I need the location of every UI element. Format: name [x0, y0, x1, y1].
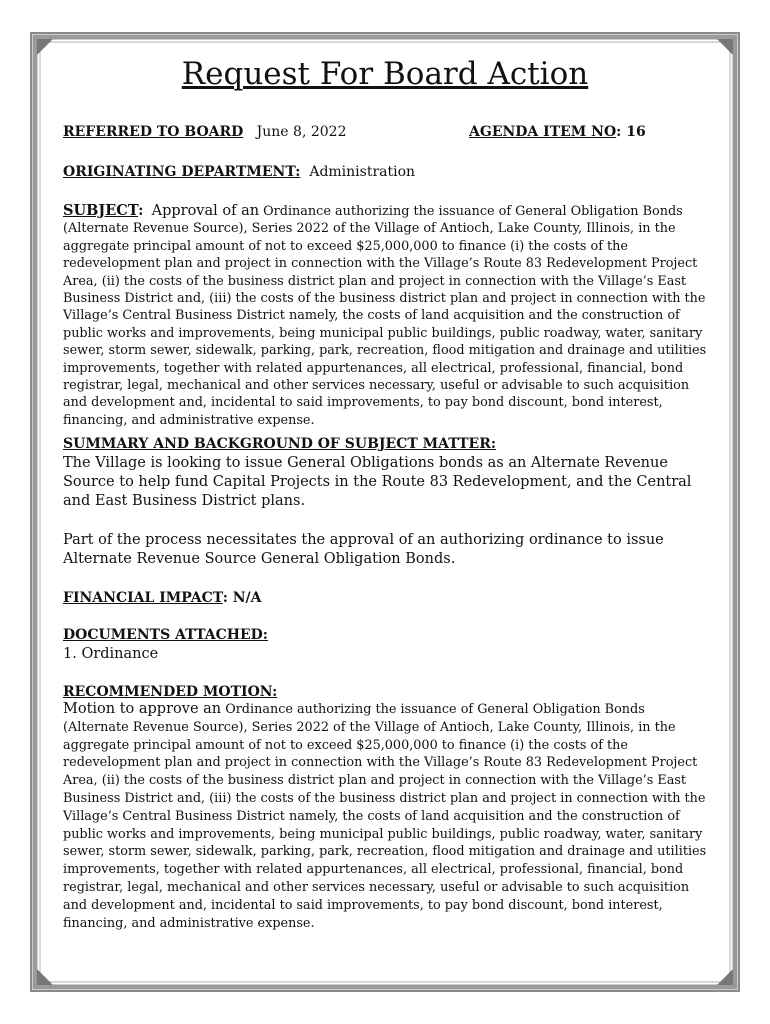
corner-ornament-icon	[37, 969, 53, 985]
agenda-item	[469, 124, 646, 142]
referred-label: REFERRED TO BOARD	[63, 124, 244, 140]
agenda-label: AGENDA ITEM NO	[469, 124, 617, 140]
summary-paragraph-1: The Village is looking to issue General Obligations bonds as an Alternate Revenue Source to help fund Capital Projects in the Route 83 Redevelopment, and the Central and East Business District plans.	[63, 455, 692, 509]
subject-colon: :	[138, 202, 144, 219]
corner-ornament-icon	[717, 969, 733, 985]
page-title: Request For Board Action	[181, 56, 589, 92]
motion-heading: RECOMMENDED MOTION:	[63, 684, 278, 700]
summary-heading: SUMMARY AND BACKGROUND OF SUBJECT MATTER:	[63, 436, 497, 452]
referred-row	[63, 124, 713, 142]
motion-text	[63, 701, 713, 932]
referred-date: June 8, 2022	[256, 124, 347, 140]
corner-ornament-icon	[717, 39, 733, 55]
documents-item: 1. Ordinance	[63, 646, 159, 662]
motion-body: Ordinance authorizing the issuance of General Obligation Bonds (Alternate Revenue Source), Series 2022 of the Village of Antioch, Lake County, Illinois, in the aggregate principal amount of not to exceed $25,000,000 to finance (i) the costs of the redevelopment plan and project in connection with the Village’s Route 83 Redevelopment Project Area, (ii) the costs of the business district plan and project in connection with the Village’s East Business District and, (iii) the costs of the business district plan and project in connection with the Village’s Central Business District namely, the costs of land acquisition and the construction of public works and improvements, being municipal public buildings, public roadway, water, sanitary sewer, storm sewer, sidewalk, parking, park, recreation, flood mitigation and drainage and utilities improvements, together with related appurtenances, all electrical, professional, financial, bond registrar, legal, mechanical and other services necessary, useful or advisable to such acquisition and development and, incidental to said improvements, to pay bond discount, bond interest, financing, and administrative expense.	[63, 702, 707, 931]
department-value: Administration	[309, 164, 416, 180]
subject-lead: Approval of an	[151, 203, 260, 219]
subject-section	[63, 202, 713, 429]
summary-paragraph-2: Part of the process necessitates the approval of an authorizing ordinance to issue Alternate Revenue Source General Obligation Bonds.	[63, 532, 664, 567]
agenda-number: : 16	[616, 124, 646, 140]
subject-text: Ordinance authorizing the issuance of General Obligation Bonds (Alternate Revenue Source), Series 2022 of the Village of Antioch, Lake County, Illinois, in the aggregate principal amount of not to exceed $25,000,000 to finance (i) the costs of the redevelopment plan and project in connection with the Village’s Route 83 Redevelopment Project Area, (ii) the costs of the business district plan and project in connection with the Village’s East Business District and, (iii) the costs of the business district plan and project in connection with the Village’s Central Business District namely, the costs of land acquisition and the construction of public works and improvements, being municipal public buildings, public roadway, water, sanitary sewer, storm sewer, sidewalk, parking, park, recreation, flood mitigation and drainage and utilities improvements, together with related appurtenances, all electrical, professional, financial, bond registrar, legal, mechanical and other services necessary, useful or advisable to such acquisition and development and, incidental to said improvements, to pay bond discount, bond interest, financing, and administrative expense.	[63, 204, 707, 428]
financial-impact-row	[63, 590, 262, 608]
corner-ornament-icon	[37, 39, 53, 55]
financial-impact-value: : N/A	[222, 590, 262, 606]
department-row	[63, 164, 415, 182]
financial-impact-label: FINANCIAL IMPACT	[63, 590, 223, 606]
department-label: ORIGINATING DEPARTMENT:	[63, 164, 301, 180]
documents-heading: DOCUMENTS ATTACHED:	[63, 627, 268, 643]
subject-label: SUBJECT	[63, 202, 139, 219]
motion-lead: Motion to approve an	[63, 701, 222, 717]
